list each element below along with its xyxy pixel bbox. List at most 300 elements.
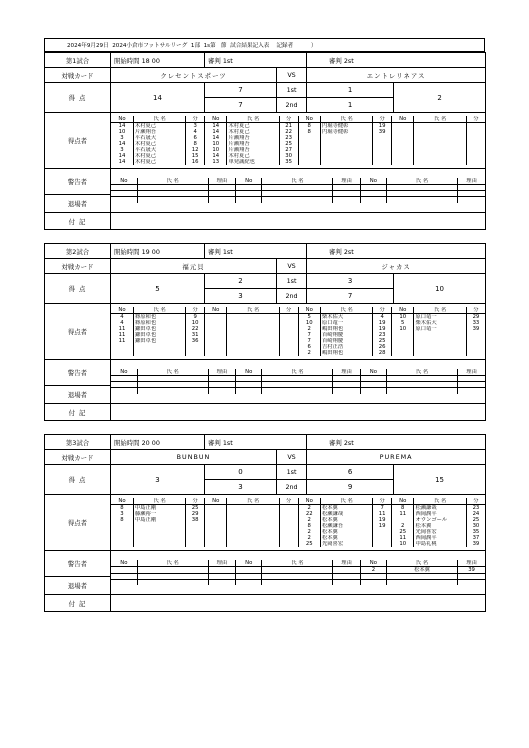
first-half-label: 1st — [277, 274, 307, 289]
warning-cell — [137, 388, 208, 394]
away-scorer-cell: 円堀寺健彰 — [320, 129, 372, 135]
warning-col-header: 氏 名 — [262, 178, 333, 185]
home-team: クレセントスポーツ — [111, 68, 277, 83]
away-scorer-cell: 嶋田翔也 — [320, 326, 372, 332]
warning-cell — [262, 197, 333, 203]
warning-cell — [208, 197, 235, 203]
home-scorer-cell: 22 — [186, 326, 205, 332]
away-scorer-cell: 松瀬謙哉 — [414, 505, 466, 512]
warning-grid — [111, 369, 485, 394]
scorers-label: 得点者 — [45, 113, 111, 169]
home-scorer-cell: 9 — [186, 314, 205, 321]
score-label: 得 点 — [45, 274, 111, 304]
home-scorer-cell — [133, 350, 185, 356]
away-1st-score: 3 — [307, 274, 394, 289]
home-scorer-cell — [227, 350, 279, 356]
away-scorer-cell: 39 — [373, 129, 392, 135]
warning-cell — [137, 566, 208, 573]
notes-field[interactable] — [111, 404, 486, 421]
home-scorer-cell: 中島正剛 — [133, 505, 185, 512]
scorer-grid — [111, 307, 485, 356]
home-scorer-cell: 木村夏己 — [133, 123, 185, 130]
home-scorer-cell: 藤瀬裕一 — [133, 511, 185, 517]
home-scorer-cell: 38 — [186, 517, 205, 523]
home-scorer-cell: 3 — [111, 511, 133, 517]
away-scorer-cell: 10 — [392, 326, 414, 332]
away-scorer-cell: 松本翼 — [320, 535, 372, 541]
warning-cell — [333, 579, 360, 585]
home-scorer-cell — [227, 541, 279, 547]
home-scorer-cell: 14 — [205, 135, 227, 141]
scorer-col-header: 分 — [466, 307, 485, 314]
home-scorer-cell: 8 — [111, 517, 133, 523]
warning-cell — [333, 566, 360, 573]
warning-cell — [236, 388, 262, 394]
scorers-label: 得点者 — [45, 304, 111, 360]
away-scorer-cell — [466, 350, 485, 356]
scorer-col-header: 分 — [186, 307, 205, 314]
away-scorer-cell: 2 — [298, 529, 320, 535]
home-scorer-cell: 平石晟大 — [133, 135, 185, 141]
home-scorer-cell: 木村夏己 — [227, 123, 279, 130]
warning-cell — [458, 197, 486, 203]
warning-col-header: 氏 名 — [262, 560, 333, 567]
home-scorer-cell: 14 — [111, 159, 133, 165]
away-scorer-cell: 19 — [373, 523, 392, 529]
away-scorer-cell: 2 — [298, 535, 320, 541]
home-2nd-score: 7 — [205, 98, 277, 113]
away-scorer-cell: 8 — [298, 523, 320, 529]
referee-1st-label: 審判 1st — [205, 244, 307, 259]
scorer-col-header: 分 — [186, 498, 205, 505]
away-scorer-cell: 西岡潤平 — [414, 535, 466, 541]
home-scorer-cell — [186, 350, 205, 356]
away-scorer-cell: 中島礼桃 — [414, 541, 466, 547]
home-scorer-cell: 鎌田卓也 — [133, 326, 185, 332]
vs-label: VS — [277, 450, 307, 465]
warning-col-header: 氏 名 — [137, 369, 208, 376]
game-block — [44, 434, 486, 612]
home-scorer-cell: 4 — [111, 314, 133, 321]
home-scorer-cell: 木村夏己 — [133, 141, 185, 147]
away-scorer-cell — [392, 350, 414, 356]
away-team: エントレリネアス — [307, 68, 486, 83]
away-scorer-cell: 2 — [298, 326, 320, 332]
match-card-label: 対戦カード — [45, 259, 111, 274]
home-scorer-cell: 8 — [111, 505, 133, 512]
away-scorer-cell: 25 — [472, 517, 480, 523]
away-scorer-cell: 松瀬謙哉 — [320, 511, 372, 517]
scorer-col-header: 分 — [373, 116, 392, 123]
scorer-col-header: No — [111, 307, 133, 314]
kickoff-time: 開始時間 18 00 — [111, 53, 205, 68]
scorer-col-header: No — [298, 498, 320, 505]
away-scorer-cell: 25 — [392, 529, 414, 535]
referee-2nd-label: 審判 2st — [307, 435, 486, 450]
scorer-col-header: No — [205, 498, 227, 505]
warning-cell — [236, 566, 262, 573]
away-scorer-cell: 吉村正浩 — [320, 344, 372, 350]
warning-col-header: 氏 名 — [137, 560, 208, 567]
scorer-col-header: 氏 名 — [227, 498, 279, 505]
scorer-col-header: 氏 名 — [414, 498, 466, 505]
home-scorer-cell: 35 — [279, 159, 298, 165]
scorer-col-header: No — [205, 307, 227, 314]
away-scorer-cell: 松本翼 — [320, 529, 372, 535]
home-scorer-cell: 14 — [111, 141, 133, 147]
scorer-col-header: 分 — [279, 116, 298, 123]
warning-cell — [208, 566, 235, 573]
away-scorer-cell: 2 — [298, 505, 320, 512]
home-scorer-cell — [133, 541, 185, 547]
home-scorer-cell: 鎌田卓也 — [133, 338, 185, 344]
home-scorer-cell: 平石晟大 — [133, 147, 185, 153]
away-scorer-cell: 24 — [472, 511, 480, 517]
scorer-col-header: 氏 名 — [414, 307, 466, 314]
home-scorer-cell — [279, 350, 298, 356]
warning-cell — [262, 388, 333, 394]
away-scorer-cell: 39 — [472, 326, 480, 332]
away-scorer-cell — [320, 159, 372, 165]
warning-col-header: 理由 — [333, 560, 360, 567]
referee-2nd-label: 審判 2st — [307, 244, 486, 259]
home-scorer-cell: 25 — [186, 505, 205, 512]
home-team: 福元貝 — [111, 259, 277, 274]
notes-label: 付 記 — [45, 213, 111, 230]
home-total-score: 3 — [111, 465, 205, 495]
away-scorer-cell: 25 — [373, 338, 392, 344]
game-number: 第1試合 — [45, 53, 111, 68]
away-scorer-cell — [373, 159, 392, 165]
away-scorer-cell: 19 — [373, 123, 392, 130]
warning-col-header: 理由 — [208, 560, 235, 567]
away-scorer-cell: 37 — [472, 535, 480, 541]
away-scorer-cell: 松瀬謙吾 — [320, 523, 372, 529]
home-scorer-cell: 木村夏己 — [133, 153, 185, 159]
warning-col-header: 理由 — [458, 369, 486, 376]
home-scorer-cell — [186, 541, 205, 547]
game-block — [44, 52, 486, 230]
home-scorer-cell: 15 — [186, 153, 205, 159]
scorer-col-header: 氏 名 — [320, 498, 372, 505]
warning-col-header: 理由 — [208, 178, 235, 185]
vs-label: VS — [277, 68, 307, 83]
scorer-col-header: No — [111, 116, 133, 123]
scorer-col-header: 分 — [279, 498, 298, 505]
warning-label: 警告者 — [45, 169, 111, 195]
scorer-col-header: 分 — [466, 116, 485, 123]
scorer-col-header: 氏 名 — [320, 116, 372, 123]
home-scorer-cell — [111, 541, 133, 547]
away-scorer-cell: 10 — [392, 541, 414, 547]
home-scorer-cell: 単発誠紀也 — [227, 159, 279, 165]
scorer-col-header: No — [392, 307, 414, 314]
warning-cell: 2 — [360, 566, 386, 573]
home-total-score: 5 — [111, 274, 205, 304]
home-scorer-cell: 11 — [111, 338, 133, 344]
scorer-grid — [111, 116, 485, 165]
home-scorer-cell: 3 — [111, 147, 133, 153]
scorer-col-header: No — [392, 498, 414, 505]
notes-label: 付 記 — [45, 404, 111, 421]
home-scorer-cell: 21 — [279, 123, 298, 130]
sheet-header: 2024年9月29日 2024小倉市フットサルリーグ 1部 1s第 節 試合結果記入表 記録者 ） — [44, 38, 485, 52]
referee-1st-label: 審判 1st — [205, 53, 307, 68]
exit-label: 退場者 — [45, 577, 111, 595]
scorer-col-header: 分 — [373, 307, 392, 314]
away-scorer-cell — [466, 159, 485, 165]
home-scorer-cell: 鎌田卓也 — [133, 332, 185, 338]
scorer-col-header: 氏 名 — [227, 307, 279, 314]
warning-col-header: No — [360, 178, 386, 185]
scorer-col-header: 氏 名 — [133, 498, 185, 505]
match-card-label: 対戦カード — [45, 68, 111, 83]
notes-label: 付 記 — [45, 595, 111, 612]
home-scorer-cell: 10 — [205, 147, 227, 153]
scorer-col-header: No — [298, 307, 320, 314]
scorer-col-header: No — [205, 116, 227, 123]
away-scorer-cell: 8 — [298, 129, 320, 135]
away-2nd-score: 7 — [307, 289, 394, 304]
away-total-score: 15 — [394, 465, 486, 495]
home-scorer-cell: 4 — [111, 320, 133, 326]
away-2nd-score: 1 — [307, 98, 394, 113]
away-scorer-cell: 5 — [392, 320, 414, 326]
warning-cell — [386, 388, 457, 394]
away-scorer-cell: 光岡喜宏 — [414, 529, 466, 535]
warning-col-header: 氏 名 — [386, 369, 457, 376]
scorer-col-header: 氏 名 — [320, 307, 372, 314]
home-scorer-cell — [205, 350, 227, 356]
warning-cell — [236, 197, 262, 203]
warning-col-header: 氏 名 — [262, 369, 333, 376]
warning-col-header: No — [360, 560, 386, 567]
away-scorer-cell: 原口竜一 — [414, 326, 466, 332]
home-scorer-cell: 30 — [279, 153, 298, 159]
warning-cell — [208, 388, 235, 394]
away-2nd-score: 9 — [307, 480, 394, 495]
scorer-col-header: No — [298, 116, 320, 123]
home-scorer-cell: 22 — [279, 129, 298, 135]
home-scorer-cell: 31 — [186, 332, 205, 338]
home-scorer-cell: 10 — [186, 320, 205, 326]
away-scorer-cell: 松本翼 — [414, 523, 466, 529]
away-scorer-cell: 7 — [298, 338, 320, 344]
home-scorer-cell: 3 — [111, 135, 133, 141]
home-scorer-cell: 4 — [186, 129, 205, 135]
home-scorer-cell: 片瀬翔吾 — [133, 129, 185, 135]
home-scorer-cell: 11 — [111, 326, 133, 332]
warning-cell — [458, 579, 486, 585]
away-scorer-cell — [298, 159, 320, 165]
away-scorer-cell: 西岡潤平 — [414, 511, 466, 517]
warning-cell — [208, 579, 235, 585]
home-scorer-cell: 8 — [186, 141, 205, 147]
home-scorer-cell: 篠原和也 — [133, 314, 185, 321]
warning-cell: 39 — [458, 566, 486, 573]
home-scorer-cell: 3 — [186, 123, 205, 130]
home-1st-score: 7 — [205, 83, 277, 98]
home-scorer-cell: 片瀬翔吾 — [227, 147, 279, 153]
warning-col-header: No — [236, 560, 262, 567]
home-scorer-cell: 16 — [186, 159, 205, 165]
home-scorer-cell: 6 — [186, 135, 205, 141]
away-scorer-cell: 百崎翔慶 — [320, 332, 372, 338]
away-scorer-cell: 8 — [298, 123, 320, 130]
second-half-label: 2nd — [277, 289, 307, 304]
second-half-label: 2nd — [277, 480, 307, 495]
away-scorer-cell: 2 — [392, 523, 414, 529]
away-total-score: 10 — [394, 274, 486, 304]
away-scorer-cell: 30 — [472, 523, 480, 529]
home-scorer-cell: 木村夏己 — [133, 159, 185, 165]
scorer-col-header: 分 — [279, 307, 298, 314]
away-scorer-cell: 円堀寺健彰 — [320, 123, 372, 130]
home-scorer-cell: 23 — [279, 135, 298, 141]
warning-cell — [333, 197, 360, 203]
home-scorer-cell: 木村夏己 — [227, 153, 279, 159]
warning-col-header: No — [111, 369, 137, 376]
home-1st-score: 0 — [205, 465, 277, 480]
away-scorer-cell: 5 — [298, 314, 320, 321]
scorers-label: 得点者 — [45, 495, 111, 551]
warning-cell — [386, 579, 457, 585]
warning-label: 警告者 — [45, 551, 111, 577]
notes-field[interactable] — [111, 595, 486, 612]
warning-cell — [333, 388, 360, 394]
warning-col-header: 理由 — [333, 369, 360, 376]
away-scorer-cell: 原口竜一 — [320, 320, 372, 326]
away-scorer-cell: 25 — [298, 541, 320, 547]
away-scorer-cell: 11 — [373, 511, 392, 517]
scorer-col-header: No — [392, 116, 414, 123]
game-number: 第2試合 — [45, 244, 111, 259]
away-scorer-cell: 8 — [392, 505, 414, 512]
warning-col-header: 氏 名 — [386, 178, 457, 185]
warning-col-header: 理由 — [458, 560, 486, 567]
first-half-label: 1st — [277, 465, 307, 480]
score-label: 得 点 — [45, 83, 111, 113]
away-scorer-cell: 4 — [373, 314, 392, 321]
home-scorer-cell: 10 — [111, 129, 133, 135]
away-scorer-cell: 嶋田翔也 — [320, 350, 372, 356]
warning-col-header: No — [111, 560, 137, 567]
scorer-col-header: 分 — [466, 498, 485, 505]
away-scorer-cell: 23 — [373, 332, 392, 338]
away-total-score: 2 — [394, 83, 486, 113]
warning-cell — [386, 197, 457, 203]
scorer-col-header: 氏 名 — [133, 116, 185, 123]
home-scorer-cell: 10 — [205, 141, 227, 147]
away-scorer-cell: 28 — [373, 350, 392, 356]
warning-cell — [111, 566, 137, 573]
game-number: 第3試合 — [45, 435, 111, 450]
warning-col-header: No — [360, 369, 386, 376]
scorer-col-header: 分 — [373, 498, 392, 505]
away-scorer-cell: 松本翼 — [320, 517, 372, 523]
away-scorer-cell: 10 — [392, 314, 414, 321]
home-scorer-cell — [279, 541, 298, 547]
home-scorer-cell: 片瀬翔吾 — [227, 141, 279, 147]
home-team: BUNBUN — [111, 450, 277, 465]
away-team: PUREMA — [307, 450, 486, 465]
away-scorer-cell — [414, 350, 466, 356]
home-scorer-cell: 14 — [205, 123, 227, 130]
away-scorer-cell: 柴木佑大 — [414, 320, 466, 326]
warning-cell — [137, 197, 208, 203]
away-scorer-cell: 百崎翔慶 — [320, 338, 372, 344]
kickoff-time: 開始時間 20 00 — [111, 435, 205, 450]
away-scorer-cell: 23 — [472, 505, 480, 511]
results-sheet — [44, 38, 485, 612]
kickoff-time: 開始時間 19 00 — [111, 244, 205, 259]
warning-cell — [111, 579, 137, 585]
home-scorer-cell — [111, 350, 133, 356]
away-scorer-cell: 光岡喜宏 — [320, 541, 372, 547]
warning-cell — [137, 579, 208, 585]
warning-col-header: 理由 — [458, 178, 486, 185]
warning-col-header: 理由 — [208, 369, 235, 376]
home-scorer-cell: 14 — [111, 123, 133, 130]
home-scorer-cell: 25 — [279, 141, 298, 147]
warning-grid — [111, 178, 485, 203]
warning-col-header: 氏 名 — [137, 178, 208, 185]
away-scorer-cell: 2 — [298, 350, 320, 356]
home-scorer-cell: 木村夏己 — [227, 129, 279, 135]
home-scorer-cell: 中島正剛 — [133, 517, 185, 523]
warning-grid — [111, 560, 485, 586]
away-scorer-cell: 柴木佑大 — [320, 314, 372, 321]
warning-cell — [111, 197, 137, 203]
warning-cell — [360, 197, 386, 203]
home-scorer-cell: 12 — [186, 147, 205, 153]
home-total-score: 14 — [111, 83, 205, 113]
away-scorer-cell: 19 — [373, 517, 392, 523]
away-team: ジャカス — [307, 259, 486, 274]
home-scorer-cell: 篠原和也 — [133, 320, 185, 326]
exit-label: 退場者 — [45, 195, 111, 213]
warning-col-header: 氏 名 — [386, 560, 457, 567]
home-2nd-score: 3 — [205, 480, 277, 495]
vs-label: VS — [277, 259, 307, 274]
warning-cell — [360, 579, 386, 585]
game-block — [44, 243, 486, 421]
home-2nd-score: 3 — [205, 289, 277, 304]
home-scorer-cell: 27 — [279, 147, 298, 153]
warning-cell — [236, 579, 262, 585]
warning-col-header: No — [236, 178, 262, 185]
referee-1st-label: 審判 1st — [205, 435, 307, 450]
away-scorer-cell: オウンゴール — [414, 517, 466, 523]
home-scorer-cell: 片瀬翔吾 — [227, 135, 279, 141]
warning-cell — [360, 388, 386, 394]
notes-field[interactable] — [111, 213, 486, 230]
away-scorer-cell: 原口竜一 — [414, 314, 466, 321]
exit-label: 退場者 — [45, 386, 111, 404]
warning-cell — [262, 566, 333, 573]
away-scorer-cell: 11 — [392, 535, 414, 541]
away-scorer-cell: 29 — [472, 314, 480, 320]
away-scorer-cell — [414, 159, 466, 165]
second-half-label: 2nd — [277, 98, 307, 113]
away-scorer-cell: 10 — [298, 320, 320, 326]
away-scorer-cell — [373, 541, 392, 547]
referee-2nd-label: 審判 2st — [307, 53, 486, 68]
home-scorer-cell: 29 — [186, 511, 205, 517]
scorer-col-header: 氏 名 — [227, 116, 279, 123]
warning-cell: 松本翼 — [386, 566, 457, 573]
scorer-grid — [111, 498, 485, 547]
